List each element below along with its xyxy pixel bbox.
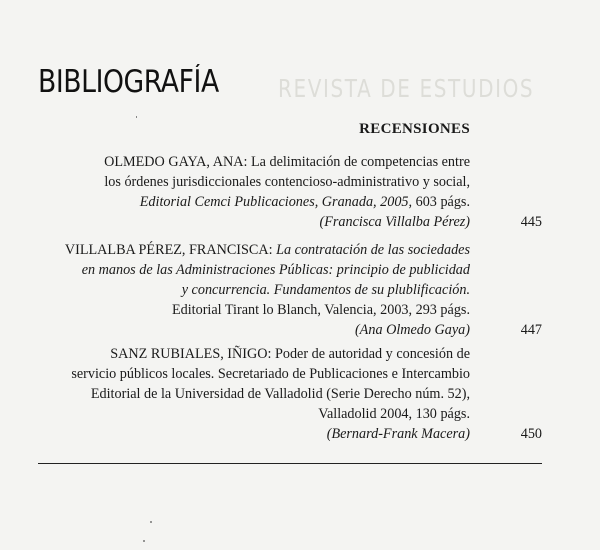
title-text: La contratación de las sociedades <box>276 242 470 258</box>
scan-speck <box>150 521 152 523</box>
author-text: VILLALBA PÉREZ, FRANCISCA: <box>64 242 273 258</box>
reviewer-name: (Ana Olmedo Gaya) <box>354 322 470 338</box>
entry-line: OLMEDO GAYA, ANA: La delimitación de competencias entre <box>104 154 470 170</box>
scan-speck <box>136 116 137 118</box>
section-heading: RECENSIONES <box>359 121 470 137</box>
entry-line: en manos de las Administraciones Públicas: principio de publicidad <box>81 262 470 278</box>
entry-line: SANZ RUBIALES, IÑIGO: Poder de autoridad y concesión de <box>110 346 470 362</box>
entry-line: Editorial Tirant lo Blanch, Valencia, 2003, 293 págs. <box>171 302 470 318</box>
reviewer-name: (Bernard-Frank Macera) <box>326 426 470 442</box>
pages-text: 603 págs. <box>415 194 470 210</box>
page-number: 450 <box>520 426 542 442</box>
entry-line: Valladolid 2004, 130 págs. <box>318 406 470 422</box>
publisher-text: Editorial Cemci Publicaciones, Granada, 2005, <box>139 194 413 210</box>
entry-line: servicio públicos locales. Secretariado de Publicaciones e Intercambio <box>71 366 470 382</box>
page-number: 447 <box>520 322 542 338</box>
bleed-through-text: REVISTA DE ESTUDIOS <box>278 74 535 103</box>
divider-rule <box>38 463 542 464</box>
scan-speck <box>143 540 145 542</box>
page-number: 445 <box>520 214 542 230</box>
reviewer-name: (Francisca Villalba Pérez) <box>319 214 470 230</box>
entry-line: y concurrencia. Fundamentos de su plublificación. <box>181 282 470 298</box>
entry-line: los órdenes jurisdiccionales contencioso-administrativo y social, <box>104 174 470 190</box>
entry-line: Editorial de la Universidad de Valladolid (Serie Derecho núm. 52), <box>90 386 470 402</box>
entry-line <box>140 192 470 212</box>
entry-line <box>65 240 470 260</box>
page-title: BIBLIOGRAFÍA <box>38 64 219 100</box>
